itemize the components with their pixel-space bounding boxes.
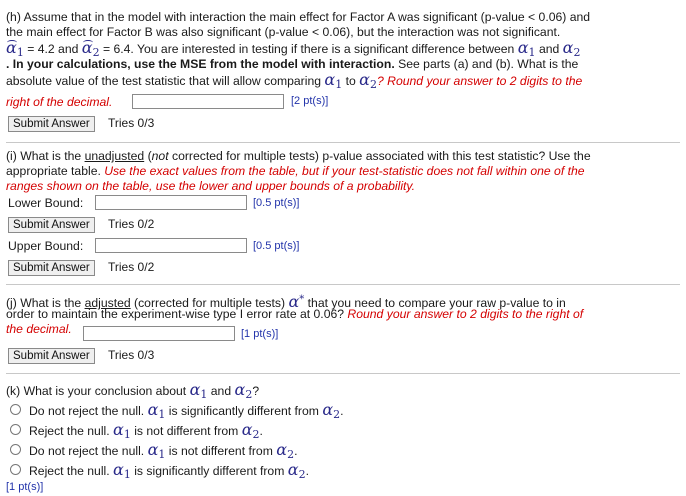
alpha1-symbol: $\alpha_1$ <box>324 70 343 91</box>
j-answer-input[interactable] <box>83 326 235 341</box>
h-submit-button[interactable]: Submit Answer <box>8 116 95 132</box>
j-question-line3: the decimal. <box>6 322 72 336</box>
j-points: [1 pt(s)] <box>241 328 279 340</box>
alpha1-symbol: $\alpha_1$ <box>189 380 208 401</box>
h-question-line2: the main effect for Factor B was also significant (p-value < 0.06), but the interaction was not significant. <box>6 25 561 39</box>
alpha2-symbol: $\alpha_2$ <box>234 380 253 401</box>
h-tries: Tries 0/3 <box>108 116 155 130</box>
alpha-star-symbol: α* <box>288 292 305 311</box>
upper-bound-points: [0.5 pt(s)] <box>253 240 300 252</box>
upper-bound-label: Upper Bound: <box>8 239 84 253</box>
lower-bound-points: [0.5 pt(s)] <box>253 197 300 209</box>
h-points: [2 pt(s)] <box>291 95 329 107</box>
lower-bound-label: Lower Bound: <box>8 196 84 210</box>
divider <box>6 284 680 285</box>
j-question-line2: order to maintain the experiment-wise type I error rate at 0.06? Round your answer to 2 digits to the right of <box>6 307 584 321</box>
alpha1-symbol: $\alpha_1$ <box>517 38 536 59</box>
k-option-4-label[interactable]: Reject the null. $\alpha_1$ is significantly different from $\alpha_2$. <box>29 460 309 481</box>
i-question-line1: (i) What is the unadjusted (not corrected for multiple tests) p-value associated with this test statistic? Use the <box>6 149 591 163</box>
k-option-2-radio[interactable] <box>10 424 21 435</box>
lower-tries: Tries 0/2 <box>108 217 155 231</box>
i-question-line2: appropriate table. Use the exact values from the table, but if your test-statistic does not fall within one of the <box>6 164 585 178</box>
divider <box>6 142 680 143</box>
upper-submit-button[interactable]: Submit Answer <box>8 260 95 276</box>
h-question-line3: $\alpha_1 = 4.2$ and $\alpha_2 = 6.4$. You are interested in testing if there is a significant difference between $\alpha_1$ and $\alpha_2$ <box>6 38 581 59</box>
alpha2-estimate: = 6.4. You are interested in testing if there is a significant difference between <box>102 42 515 56</box>
k-option-3-radio[interactable] <box>10 444 21 455</box>
k-option-3-label[interactable]: Do not reject the null. $\alpha_1$ is not different from $\alpha_2$. <box>29 440 298 461</box>
divider <box>6 373 680 374</box>
h-question-line5: absolute value of the test statistic that will allow comparing $\alpha_1$ to $\alpha_2$? Round your answer to 2 digits to the <box>6 70 583 91</box>
h-question-line1: (h) Assume that in the model with interaction the main effect for Factor A was significant (p-value < 0.06) and <box>6 10 591 24</box>
alpha2-symbol: $\alpha_2$ <box>562 38 581 59</box>
lower-submit-button[interactable]: Submit Answer <box>8 217 95 233</box>
k-option-1-label[interactable]: Do not reject the null. $\alpha_1$ is significantly different from $\alpha_2$. <box>29 400 344 421</box>
k-option-1-radio[interactable] <box>10 404 21 415</box>
alpha2-hat-symbol: $\alpha_2$ <box>81 38 100 59</box>
h-answer-input[interactable] <box>132 94 284 109</box>
alpha1-estimate: = 4.2 and <box>27 42 79 56</box>
upper-bound-input[interactable] <box>95 238 247 253</box>
alpha2-symbol: $\alpha_2$ <box>359 70 377 91</box>
k-question: (k) What is your conclusion about $\alpha_1$ and $\alpha_2$? <box>6 380 260 401</box>
h-instruction-red: right of the decimal. <box>6 95 113 109</box>
i-question-line3: ranges shown on the table, use the lower and upper bounds of a probability. <box>6 179 416 193</box>
upper-tries: Tries 0/2 <box>108 260 155 274</box>
k-points: [1 pt(s)] <box>6 481 44 493</box>
k-option-2-label[interactable]: Reject the null. $\alpha_1$ is not different from $\alpha_2$. <box>29 420 263 441</box>
k-option-4-radio[interactable] <box>10 464 21 475</box>
h-question-line4: . In your calculations, use the MSE from the model with interaction. See parts (a) and (b). What is the <box>6 57 579 71</box>
alpha1-hat-symbol: $\alpha_1$ <box>6 38 24 59</box>
j-question-line1: (j) What is the adjusted (corrected for multiple tests) α* that you need to compare your raw p-value to in <box>6 292 566 311</box>
j-submit-button[interactable]: Submit Answer <box>8 348 95 364</box>
j-tries: Tries 0/3 <box>108 348 155 362</box>
lower-bound-input[interactable] <box>95 195 247 210</box>
